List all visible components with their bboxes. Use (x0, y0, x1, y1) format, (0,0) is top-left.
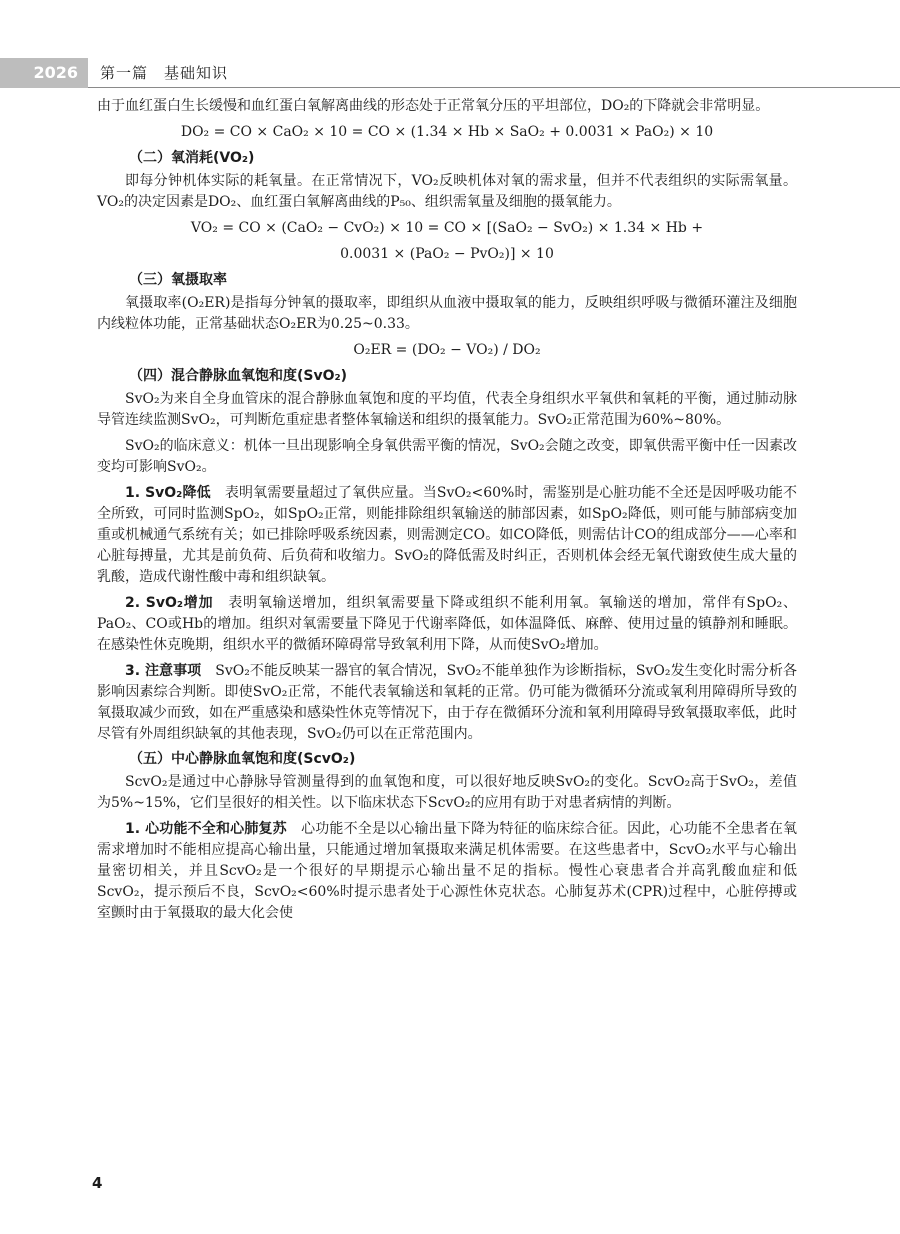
formula-do2: DO₂ = CO × CaO₂ × 10 = CO × (1.34 × Hb × SaO₂ + 0.0031 × PaO₂) × 10 (180, 124, 714, 140)
list-item (97, 819, 797, 924)
paragraph: SvO₂的临床意义：机体一旦出现影响全身氧供需平衡的情况，SvO₂会随之改变，即氧供需平衡中任一因素改变均可影响SvO₂。 (97, 438, 797, 475)
year-tab: 2026 (0, 58, 88, 88)
item-heading: 3. 注意事项 (125, 663, 202, 679)
item-text: 表明氧输送增加，组织氧需要量下降或组织不能利用氧。氧输送的增加，常伴有SpO₂、PaO₂、CO或Hb的增加。组织对氧需要量下降见于代谢率降低，如体温降低、麻醉、使用过量的镇静剂和睡眠。在感染性休克晚期，组织水平的微循环障碍常导致氧利用下降，从而使SvO₂增加。 (97, 595, 798, 653)
list-item (97, 483, 797, 588)
item-heading: 2. SvO₂增加 (125, 595, 214, 611)
page-number: 4 (92, 1174, 103, 1192)
paragraph: ScvO₂是通过中心静脉导管测量得到的血氧饱和度，可以很好地反映SvO₂的变化。ScvO₂高于SvO₂，差值为5%~15%，它们呈很好的相关性。以下临床状态下ScvO₂的应用有助于对患者病情的判断。 (97, 774, 797, 811)
item-heading: 1. SvO₂降低 (125, 485, 211, 501)
paragraph: 氧摄取率(O₂ER)是指每分钟氧的摄取率，即组织从血液中摄取氧的能力，反映组织呼吸与微循环灌注及细胞内线粒体功能，正常基础状态O₂ER为0.25~0.33。 (97, 295, 797, 332)
header-rule (88, 87, 900, 88)
formula-o2er: O₂ER = (DO₂ − VO₂) / DO₂ (353, 342, 541, 358)
item-text: 表明氧需要量超过了氧供应量。当SvO₂<60%时，需鉴别是心脏功能不全还是因呼吸功能不全所致，可同时监测SpO₂，如SpO₂正常，则能排除组织氧输送的肺部因素，如SpO₂降低，则可能与肺部病变加重或机械通气系统有关；如已排除呼吸系统因素，则需测定CO。如CO降低，则需估计CO的组成部分——心率和心脏每搏量，尤其是前负荷、后负荷和收缩力。SvO₂的降低需及时纠正，否则机体会经无氧代谢致使生成大量的乳酸，造成代谢性酸中毒和组织缺氧。 (97, 485, 797, 585)
paragraph: SvO₂为来自全身血管床的混合静脉血氧饱和度的平均值，代表全身组织水平氧供和氧耗的平衡，通过肺动脉导管连续监测SvO₂，可判断危重症患者整体氧输送和组织的摄氧能力。SvO₂正常范围为60%~80%。 (97, 391, 797, 428)
page-header (0, 0, 900, 84)
list-item (97, 661, 797, 745)
formula-vo2-line1: VO₂ = CO × (CaO₂ − CvO₂) × 10 = CO × [(SaO₂ − SvO₂) × 1.34 × Hb + (190, 220, 704, 236)
paragraph: 即每分钟机体实际的耗氧量。在正常情况下，VO₂反映机体对氧的需求量，但并不代表组织的实际需氧量。VO₂的决定因素是DO₂、血红蛋白氧解离曲线的P₅₀、组织需氧量及细胞的摄氧能力。 (97, 173, 797, 210)
heading-scvo2: （五）中心静脉血氧饱和度(ScvO₂) (129, 751, 356, 767)
item-heading: 1. 心功能不全和心肺复苏 (125, 821, 287, 837)
section-title: 第一篇 基础知识 (100, 64, 229, 82)
formula-vo2-line2: 0.0031 × (PaO₂ − PvO₂)] × 10 (340, 246, 554, 262)
item-text: 心功能不全是以心输出量下降为特征的临床综合征。因此，心功能不全患者在氧需求增加时不能相应提高心输出量，只能通过增加氧摄取来满足机体需要。在这些患者中，ScvO₂水平与心输出量密切相关，并且ScvO₂是一个很好的早期提示心输出量不足的指标。慢性心衰患者合并高乳酸血症和低ScvO₂，提示预后不良，ScvO₂<60%时提示患者处于心源性休克状态。心肺复苏术(CPR)过程中，心脏停搏或室颤时由于氧摄取的最大化会使 (97, 821, 798, 921)
list-item (97, 593, 797, 656)
body-text (97, 96, 797, 924)
heading-o2er: （三）氧摄取率 (129, 272, 227, 288)
heading-svo2: （四）混合静脉血氧饱和度(SvO₂) (129, 368, 348, 384)
heading-vo2: （二）氧消耗(VO₂) (129, 150, 255, 166)
item-text: SvO₂不能反映某一器官的氧合情况，SvO₂不能单独作为诊断指标，SvO₂发生变化时需分析各影响因素综合判断。即使SvO₂正常，不能代表氧输送和氧耗的正常。仍可能为微循环分流或氧利用障碍所导致的氧摄取减少而致，如在严重感染和感染性休克等情况下，由于存在微循环分流和氧利用障碍导致氧摄取率低，此时尽管有外周组织缺氧的其他表现，SvO₂仍可以在正常范围内。 (97, 663, 798, 742)
paragraph: 由于血红蛋白生长缓慢和血红蛋白氧解离曲线的形态处于正常氧分压的平坦部位，DO₂的下降就会非常明显。 (97, 98, 770, 114)
